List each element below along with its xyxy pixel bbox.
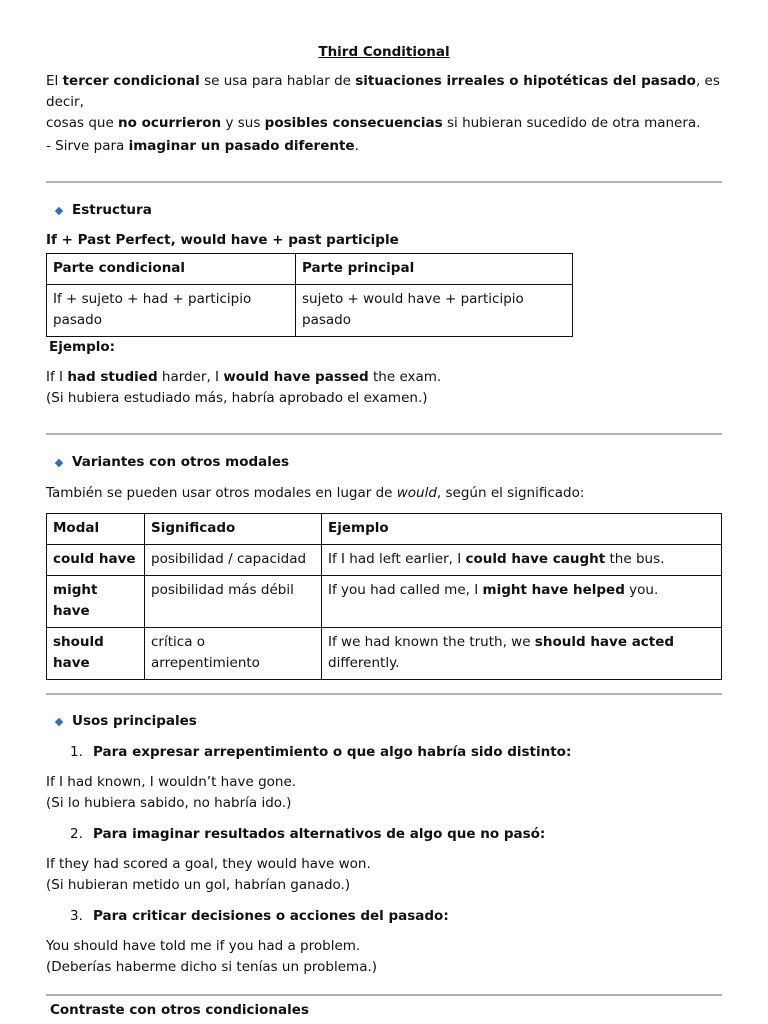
modals-table xyxy=(46,513,722,680)
variants-intro xyxy=(46,483,722,504)
text-run: También se pueden usar otros modales en lugar de xyxy=(46,485,397,501)
text-run: El xyxy=(46,73,63,89)
list-item xyxy=(46,824,722,845)
diamond-bullet-icon xyxy=(55,458,63,466)
bold-text: would have passed xyxy=(223,369,369,385)
text-run: , según el significado: xyxy=(436,485,585,501)
text-run: If I xyxy=(46,369,68,385)
bold-text: could have caught xyxy=(465,551,606,567)
section-divider xyxy=(46,693,722,695)
list-item-label: Para criticar decisiones o acciones del pasado: xyxy=(93,908,449,924)
usage-example-english: You should have told me if you had a problem. xyxy=(46,938,361,954)
bold-text: should have acted xyxy=(534,634,675,650)
section-divider xyxy=(46,994,722,996)
section-heading-contraste: Contraste con otros condicionales xyxy=(50,1002,309,1018)
diamond-bullet-icon xyxy=(55,717,63,725)
text-run: you. xyxy=(624,582,659,598)
example-english xyxy=(46,367,722,388)
text-run: the exam. xyxy=(368,369,442,385)
example-label: Ejemplo: xyxy=(49,339,116,355)
text-run: cosas que xyxy=(46,115,119,131)
text-run: If I had left earlier, I xyxy=(328,551,466,567)
bold-text: no ocurrieron xyxy=(118,115,222,131)
text-run: harder, I xyxy=(157,369,224,385)
table-header-row xyxy=(47,254,573,285)
text-run: , es decir, xyxy=(46,73,720,110)
meaning-cell: crítica o arrepentimiento xyxy=(145,628,322,680)
section-divider xyxy=(46,433,722,435)
section-heading-label: Variantes con otros modales xyxy=(72,454,290,470)
list-number: 3. xyxy=(70,908,83,924)
usage-example-english: If I had known, I wouldn’t have gone. xyxy=(46,774,297,790)
usage-example-spanish: (Si hubieran metido un gol, habrían ganado.) xyxy=(46,877,351,893)
bold-text: tercer condicional xyxy=(62,73,200,89)
list-item-label: Para expresar arrepentimiento o que algo habría sido distinto: xyxy=(93,744,572,760)
italic-text: would xyxy=(396,485,437,501)
table-row xyxy=(47,545,722,576)
text-run: - Sirve para xyxy=(46,138,129,154)
meaning-cell: posibilidad / capacidad xyxy=(145,545,322,576)
table-cell: sujeto + would have + participio pasado xyxy=(296,285,573,337)
list-item xyxy=(46,742,722,763)
section-heading-label: Usos principales xyxy=(72,713,197,729)
text-run: se usa para hablar de xyxy=(199,73,356,89)
section-heading-estructura xyxy=(46,200,722,221)
intro-line-1 xyxy=(46,71,722,113)
table-header-row xyxy=(47,514,722,545)
bold-text: had studied xyxy=(67,369,158,385)
bold-text: might have helped xyxy=(482,582,625,598)
example-cell xyxy=(322,628,722,680)
usage-example-spanish: (Si lo hubiera sabido, no habría ido.) xyxy=(46,795,292,811)
bold-text: situaciones irreales o hipotéticas del pasado xyxy=(355,73,696,89)
text-run: y sus xyxy=(221,115,265,131)
bold-text: posibles consecuencias xyxy=(264,115,443,131)
text-run: si hubieran sucedido de otra manera. xyxy=(442,115,701,131)
table-row xyxy=(47,628,722,680)
text-run: differently. xyxy=(328,655,400,671)
text-run: If you had called me, I xyxy=(328,582,483,598)
table-header-cell: Significado xyxy=(145,514,322,545)
intro-line-3 xyxy=(46,136,722,157)
example-cell xyxy=(322,576,722,628)
bold-text: imaginar un pasado diferente xyxy=(128,138,355,154)
section-divider xyxy=(46,181,722,183)
text-run: the bus. xyxy=(605,551,665,567)
table-header-cell: Ejemplo xyxy=(322,514,722,545)
modal-cell: should have xyxy=(47,628,145,680)
example-spanish: (Si hubiera estudiado más, habría aprobado el examen.) xyxy=(46,390,428,406)
page-title: Third Conditional xyxy=(318,44,450,60)
table-row xyxy=(47,576,722,628)
document-page xyxy=(46,40,722,1021)
usage-example-english: If they had scored a goal, they would have won. xyxy=(46,856,371,872)
usage-example-spanish: (Deberías haberme dicho si tenías un problema.) xyxy=(46,959,378,975)
section-heading-label: Estructura xyxy=(72,202,152,218)
structure-table xyxy=(46,253,573,337)
text-run: If we had known the truth, we xyxy=(328,634,535,650)
text-run: . xyxy=(354,138,359,154)
table-cell: If + sujeto + had + participio pasado xyxy=(47,285,296,337)
list-number: 2. xyxy=(70,826,83,842)
list-number: 1. xyxy=(70,744,83,760)
example-cell xyxy=(322,545,722,576)
meaning-cell: posibilidad más débil xyxy=(145,576,322,628)
modal-cell: could have xyxy=(47,545,145,576)
table-header-cell: Parte principal xyxy=(296,254,573,285)
diamond-bullet-icon xyxy=(55,206,63,214)
intro-line-2 xyxy=(46,113,722,134)
section-heading-variantes xyxy=(46,452,722,473)
structure-formula: If + Past Perfect, would have + past participle xyxy=(46,232,399,248)
list-item xyxy=(46,906,722,927)
section-heading-usos xyxy=(46,711,722,732)
table-header-cell: Parte condicional xyxy=(47,254,296,285)
modal-cell: might have xyxy=(47,576,145,628)
table-header-cell: Modal xyxy=(47,514,145,545)
table-row xyxy=(47,285,573,337)
list-item-label: Para imaginar resultados alternativos de algo que no pasó: xyxy=(93,826,546,842)
